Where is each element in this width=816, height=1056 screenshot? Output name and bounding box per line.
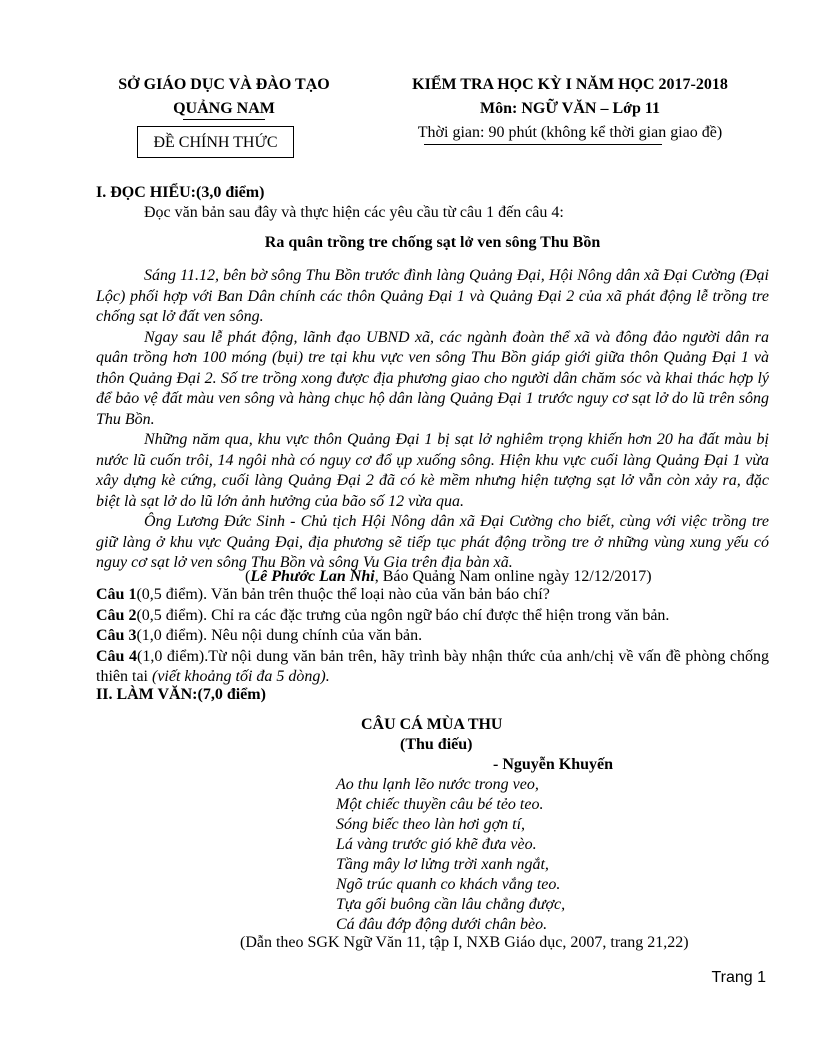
section1-heading: I. ĐỌC HIỂU:(3,0 điểm) xyxy=(96,184,265,201)
page-number: Trang 1 xyxy=(711,969,766,986)
official-exam-box: ĐỀ CHÍNH THỨC xyxy=(137,126,294,158)
poem-line: Ao thu lạnh lẽo nước trong veo, xyxy=(336,776,539,793)
province-underline xyxy=(183,119,265,120)
source-author: Lê Phước Lan Nhi xyxy=(250,568,375,585)
article-paragraph: Ngay sau lễ phát động, lãnh đạo UBND xã, các ngành đoàn thể xã và đông đảo người dân ra quân trồng hơn 100 móng (bụi) tre tại khu vực ven sông Thu Bồn giáp giới giữa thôn Quảng Đại 1 và thôn Quảng Đại 2. Số tre trồng xong được địa phương giao cho người dân chăm sóc và khai thác hợp lý để bảo vệ đất màu ven sông và hàng chục hộ dân làng Quảng Đại 1 trước nguy cơ sạt lở do lũ trên sông Thu Bồn. xyxy=(96,328,769,428)
exam-subject: Môn: NGỮ VĂN – Lớp 11 xyxy=(480,100,660,117)
poem-line: Tựa gối buông cần lâu chẳng được, xyxy=(336,896,566,913)
article-source xyxy=(245,568,652,586)
question-text: (1,0 điểm).Từ nội dung văn bản trên, hãy trình bày nhận thức của anh/chị về vấn đề phòng chống thiên tai xyxy=(96,647,770,685)
question-label: Câu 1 xyxy=(96,586,137,603)
section1-instruction: Đọc văn bản sau đây và thực hiện các yêu cầu từ câu 1 đến câu 4: xyxy=(144,204,564,221)
department-block xyxy=(96,73,352,121)
question-item xyxy=(96,626,769,647)
question-label: Câu 4 xyxy=(96,647,138,665)
poem-line: Một chiếc thuyền câu bé tẻo teo. xyxy=(336,796,544,813)
poem-subtitle: (Thu điếu) xyxy=(400,736,473,753)
article-paragraph: Ông Lương Đức Sinh - Chủ tịch Hội Nông dân xã Đại Cường cho biết, cùng với việc trồng tre giữ làng ở khu vực Quảng Đại, địa phương sẽ tiếp tục phát động trồng tre ở những vùng xung yếu có nguy cơ sạt lở ven sông Thu Bồn và sông Vu Gia trên địa bàn xã. xyxy=(96,513,769,571)
source-open: ( xyxy=(245,568,251,585)
question-list xyxy=(96,585,769,688)
poem-title: CÂU CÁ MÙA THU xyxy=(361,716,503,733)
question-label: Câu 2 xyxy=(96,606,137,624)
poem-line: Ngõ trúc quanh co khách vắng teo. xyxy=(336,876,561,893)
question-label: Câu 3 xyxy=(96,627,137,644)
exam-title: KIỂM TRA HỌC KỲ I NĂM HỌC 2017-2018 xyxy=(412,76,728,93)
question-item xyxy=(96,647,769,688)
province-name: QUẢNG NAM xyxy=(173,100,275,117)
poem-author: - Nguyễn Khuyến xyxy=(493,756,614,773)
time-underline xyxy=(424,144,662,145)
poem-line: Cá đâu đớp động dưới chân bèo. xyxy=(336,916,548,933)
section2-heading: II. LÀM VĂN:(7,0 điểm) xyxy=(96,686,266,703)
question-item xyxy=(96,606,769,627)
poem-source: (Dẫn theo SGK Ngữ Văn 11, tập I, NXB Giáo dục, 2007, trang 21,22) xyxy=(240,934,689,951)
article-body xyxy=(96,266,769,574)
department-name: SỞ GIÁO DỤC VÀ ĐÀO TẠO xyxy=(118,76,330,93)
article-title: Ra quân trồng tre chống sạt lở ven sông Thu Bồn xyxy=(264,234,601,251)
question-note: (viết khoảng tối đa 5 dòng). xyxy=(151,668,330,685)
exam-header xyxy=(380,73,760,145)
exam-time: Thời gian: 90 phút (không kể thời gian giao đề) xyxy=(417,124,723,141)
article-paragraph: Sáng 11.12, bên bờ sông Thu Bồn trước đình làng Quảng Đại, Hội Nông dân xã Đại Cường (Đại Lộc) phối hợp với Ban Dân chính các thôn Quảng Đại 1 và Quảng Đại 2 của xã phát động lễ trồng tre chống sạt lở đất ven sông. xyxy=(96,267,769,325)
poem-line: Tầng mây lơ lửng trời xanh ngắt, xyxy=(336,856,549,873)
source-rest: , Báo Quảng Nam online ngày 12/12/2017) xyxy=(374,568,652,585)
question-text: (0,5 điểm). Văn bản trên thuộc thể loại nào của văn bản báo chí? xyxy=(136,586,550,603)
article-paragraph: Những năm qua, khu vực thôn Quảng Đại 1 bị sạt lở nghiêm trọng khiến hơn 20 ha đất màu bị nước lũ cuốn trôi, 14 ngôi nhà có nguy cơ đổ ụp xuống sông. Hiện khu vực cuối làng Quảng Đại 1 vừa xây dựng kè cứng, cuối làng Quảng Đại 2 đã có kè mềm nhưng hiện tượng sạt lở vẫn còn xảy ra, đặc biệt là sạt lở do lũ lớn ảnh hưởng của bão số 12 vừa qua. xyxy=(96,431,769,510)
question-text: (0,5 điểm). Chỉ ra các đặc trưng của ngôn ngữ báo chí được thể hiện trong văn bản. xyxy=(136,606,670,624)
question-text: (1,0 điểm). Nêu nội dung chính của văn bản. xyxy=(136,627,423,644)
poem-line: Sóng biếc theo làn hơi gợn tí, xyxy=(336,816,526,833)
question-item xyxy=(96,585,769,606)
poem-body xyxy=(336,775,565,935)
poem-line: Lá vàng trước gió khẽ đưa vèo. xyxy=(336,836,537,853)
